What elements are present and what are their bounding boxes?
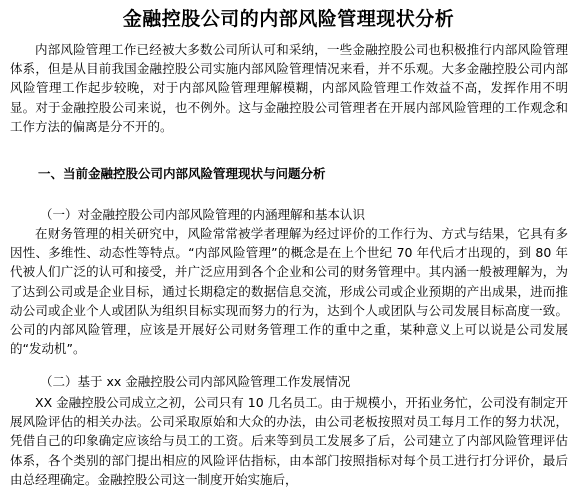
subsection-1-paragraph: 在财务管理的相关研究中，风险常常被学者理解为经过评价的工作行为、方式与结果，它具有多因性、多维性、动态性等特点。“内部风险管理”的概念是在上个世纪 70 年代后才出现的，到 80 年代被人们广泛的认可和接受，并广泛应用到各个企业和公司的财务管理中。其内涵一般被理解为，为了达到公司或是企业目标，通过长期稳定的数据信息交流，形成公司或企业预期的产出成果，进而推动公司或企业个人或团队为组织目标实现而努力的行为，达到个人或团队与公司发展目标高度一致。公司的内部风险管理，应该是开展好公司财务管理工作的重中之重，某种意义上可以说是公司发展的“发动机”。 <box>10 226 568 357</box>
subsection-heading-2: （二）基于 xx 金融控股公司内部风险管理工作发展情况 <box>40 374 351 389</box>
document-title: 金融控股公司的内部风险管理现状分析 <box>122 8 455 30</box>
subsection-heading-1: （一）对金融控股公司内部风险管理的内涵理解和基本认识 <box>40 207 366 222</box>
subsection-2-paragraph: XX 金融控股公司成立之初，公司只有 10 几名员工。由于规模小，开拓业务忙，公司没有制定开展风险评估的相关办法。公司采取原始和大众的办法，由公司老板按照对员工每月工作的努力状况，凭借自己的印象确定应该给与员工的工资。后来等到员工发展多了后，公司建立了内部风险管理评估体系，各个类别的部门提出相应的风险评估指标，由本部门按照指标对每个员工进行打分评价，最后由总经理确定。金融控股公司这一制度开始实施后， <box>10 395 568 487</box>
intro-paragraph: 内部风险管理工作已经被大多数公司所认可和采纳，一些金融控股公司也积极推行内部风险管理体系，但是从目前我国金融控股公司实施内部风险管理情况来看，并不乐观。大多金融控股公司内部风险管理工作起步较晚，对于内部风险管理理解模糊，内部风险管理工作效益不高，发挥作用不明显。对于金融控股公司来说，也不例外。这与金融控股公司管理者在开展内部风险管理的工作观念和工作方法的偏离是分不开的。 <box>10 42 568 134</box>
section-heading: 一、当前金融控股公司内部风险管理现状与问题分析 <box>38 166 326 181</box>
